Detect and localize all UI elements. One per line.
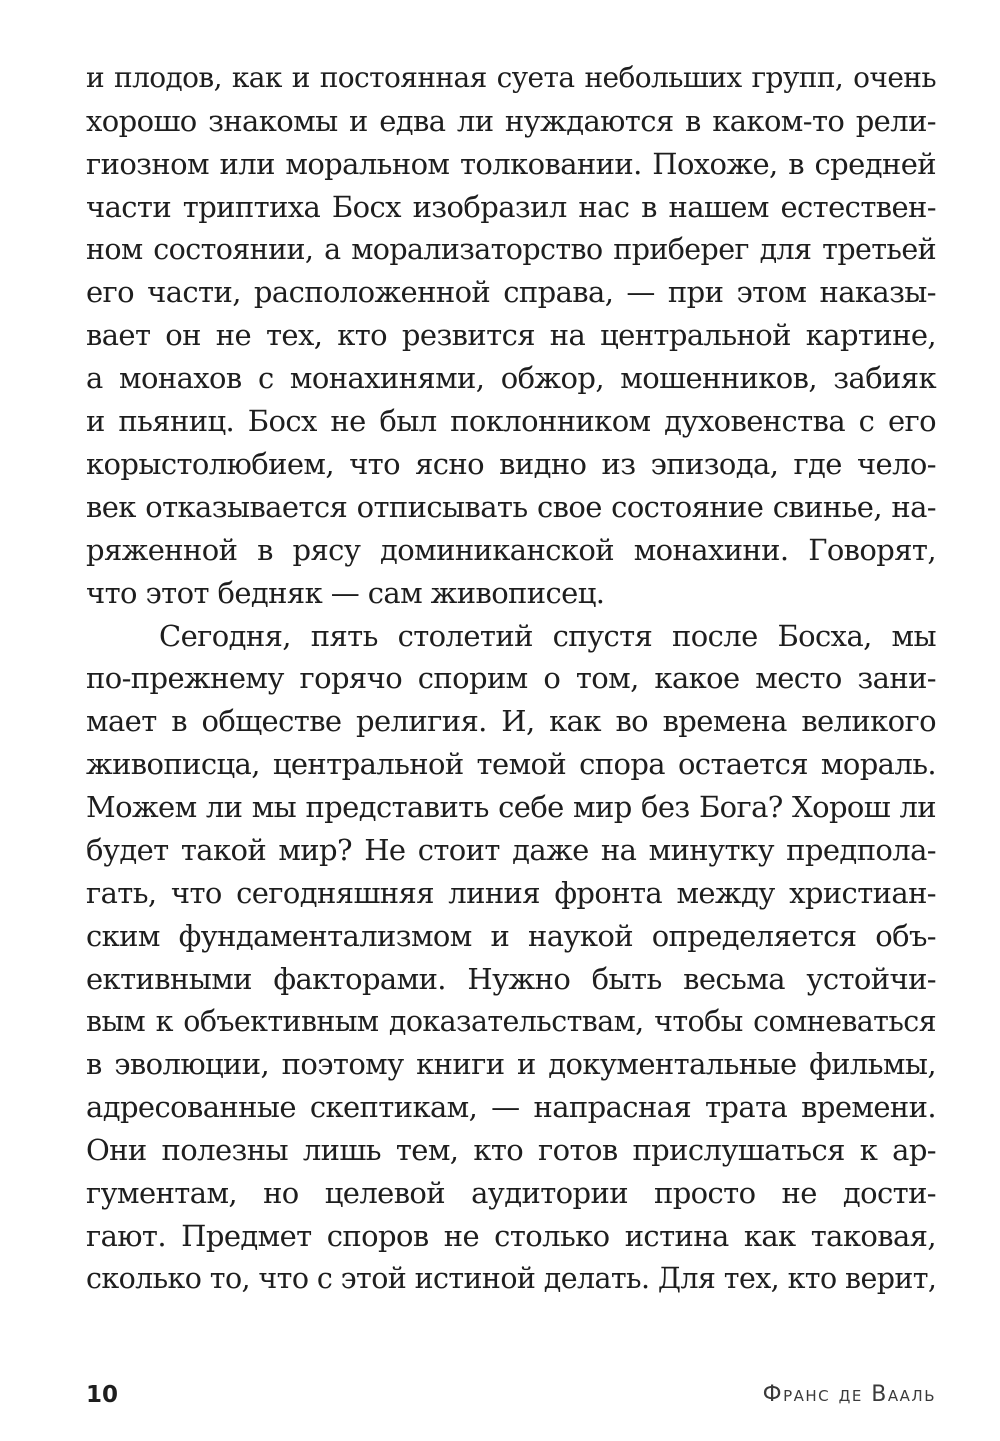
text-line: ским фундаментализмом и наукой определяется объ-: [86, 918, 936, 953]
text-line: ном состоянии, а морализаторство приберег для третьей: [86, 232, 936, 266]
text-line: живописца, центральной темой спора остается мораль.: [86, 747, 936, 782]
text-line: хорошо знакомы и едва ли нуждаются в каком-то рели-: [86, 103, 936, 138]
text-line: гиозном или моральном толковании. Похоже, в средней: [86, 146, 936, 181]
text-line: ективными факторами. Нужно быть весьма устойчи-: [86, 961, 936, 996]
text-line: адресованные скептикам, — напрасная трата времени.: [86, 1090, 936, 1125]
text-line: его части, расположенной справа, — при этом наказы-: [86, 275, 936, 310]
text-line: гументам, но целевой аудитории просто не дости-: [86, 1176, 936, 1211]
text-line: будет такой мир? Не стоит даже на минутку предпола-: [86, 833, 936, 868]
paragraph-end-line: что этот бедняк — сам живописец.: [86, 575, 605, 610]
text-line: корыстолюбием, что ясно видно из эпизода, где чело-: [86, 447, 936, 482]
text-line: век отказывается отписывать свое состояние свинье, на-: [86, 489, 936, 524]
body-text: [86, 57, 936, 1301]
text-line: сколько то, что с этой истиной делать. Для тех, кто верит,: [86, 1261, 937, 1295]
text-line: и пьяниц. Босх не был поклонником духовенства с его: [86, 404, 936, 439]
text-line: мает в обществе религия. И, как во времена великого: [86, 704, 936, 739]
text-line: Они полезны лишь тем, кто готов прислушаться к ар-: [86, 1133, 936, 1168]
text-line: части триптиха Босх изобразил нас в нашем естествен-: [86, 189, 936, 224]
text-line: ряженной в рясу доминиканской монахини. Говорят,: [86, 532, 936, 567]
text-line: и плодов, как и постоянная суета небольших групп, очень: [86, 61, 936, 94]
text-line: в эволюции, поэтому книги и документальные фильмы,: [86, 1047, 936, 1082]
text-line: по-прежнему горячо спорим о том, какое место зани-: [86, 661, 936, 696]
paragraph-first-line: Сегодня, пять столетий спустя после Босха, мы: [159, 618, 936, 653]
text-line: гают. Предмет споров не столько истина как таковая,: [86, 1219, 936, 1254]
text-line: а монахов с монахинями, обжор, мошенников, забияк: [86, 361, 936, 396]
running-head-author: Франс де Вааль: [762, 1382, 936, 1407]
text-line: вым к объективным доказательствам, чтобы сомневаться: [86, 1004, 936, 1038]
page-number: 10: [86, 1382, 119, 1408]
text-line: гать, что сегодняшняя линия фронта между христиан-: [86, 875, 936, 910]
page-footer: [86, 1377, 936, 1413]
text-line: Можем ли мы представить себе мир без Бога? Хорош ли: [86, 790, 936, 825]
text-line: вает он не тех, кто резвится на центральной картине,: [86, 318, 936, 353]
